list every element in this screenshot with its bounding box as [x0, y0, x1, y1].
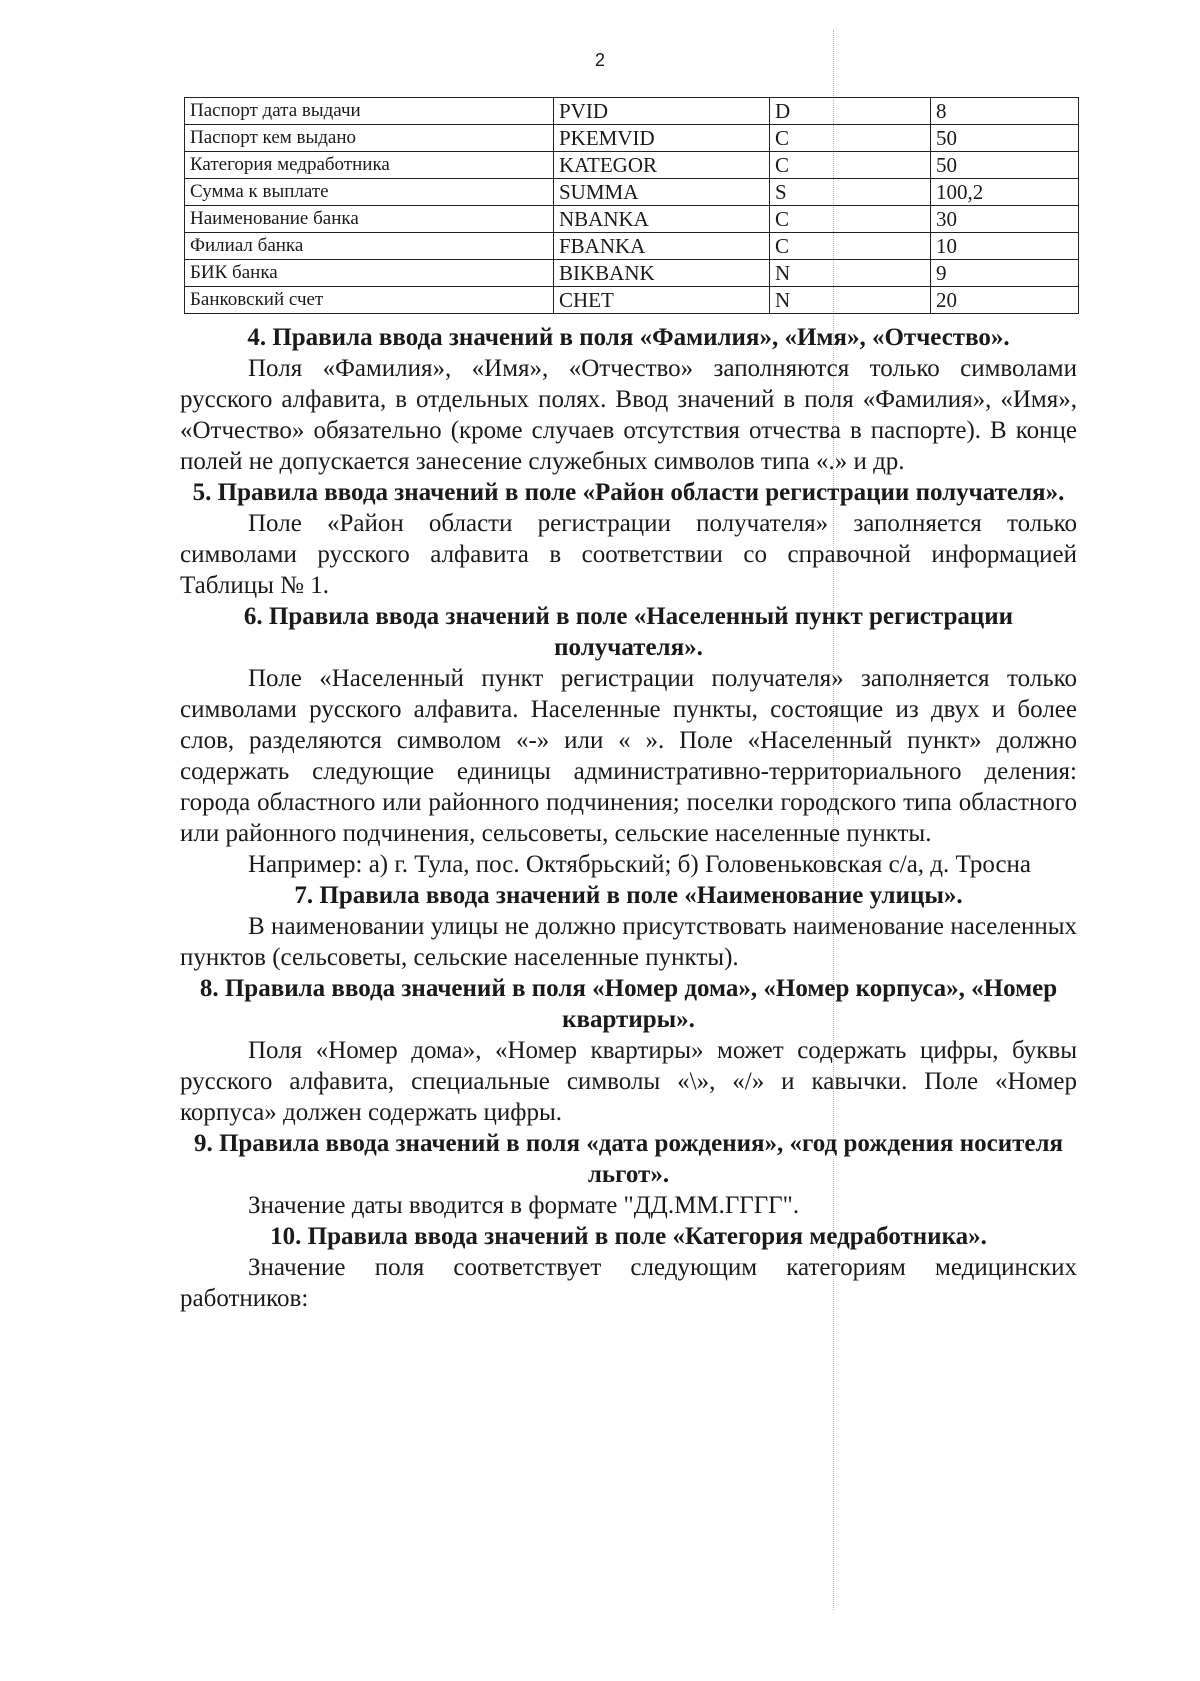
section-paragraph: В наименовании улицы не должно присутствовать наименование населенных пунктов (сельсоветы, сельские населенные пункты).	[180, 913, 1077, 971]
table-row	[185, 98, 1079, 125]
field-code-cell: CHET	[554, 287, 770, 314]
field-size-cell: 20	[931, 287, 1079, 314]
field-type-cell: N	[770, 260, 931, 287]
section-heading: 9. Правила ввода значений в поля «дата рождения», «год рождения носителя льгот».	[193, 1130, 1064, 1188]
fields-table	[184, 97, 1079, 314]
section-heading: 6. Правила ввода значений в поле «Населенный пункт регистрации получателя».	[243, 603, 1014, 661]
field-type-cell: C	[770, 206, 931, 233]
section-paragraph: Поле «Район области регистрации получателя» заполняется только символами русского алфавита в соответствии со справочной информацией Таблицы № 1.	[180, 510, 1077, 599]
field-size-cell: 8	[931, 98, 1079, 125]
field-size-cell: 9	[931, 260, 1079, 287]
section-7	[180, 880, 1077, 973]
field-code-cell: KATEGOR	[554, 152, 770, 179]
field-size-cell: 100,2	[931, 179, 1079, 206]
fields-table-body	[185, 98, 1079, 314]
field-code-cell: PKEMVID	[554, 125, 770, 152]
field-type-cell: C	[770, 125, 931, 152]
field-size-cell: 50	[931, 125, 1079, 152]
section-8	[180, 973, 1077, 1128]
field-name-cell: Паспорт кем выдано	[185, 125, 554, 152]
table-row	[185, 260, 1079, 287]
field-code-cell: SUMMA	[554, 179, 770, 206]
section-10	[180, 1221, 1077, 1314]
section-heading: 8. Правила ввода значений в поля «Номер дома», «Номер корпуса», «Номер квартиры».	[199, 975, 1058, 1033]
field-name-cell: Филиал банка	[185, 233, 554, 260]
table-row	[185, 152, 1079, 179]
field-size-cell: 50	[931, 152, 1079, 179]
table-row	[185, 233, 1079, 260]
page-number: 2	[594, 50, 605, 70]
field-name-cell: Сумма к выплате	[185, 179, 554, 206]
section-heading: 7. Правила ввода значений в поле «Наименование улицы».	[294, 882, 963, 909]
section-heading: 10. Правила ввода значений в поле «Категория медработника».	[270, 1223, 987, 1250]
field-name-cell: Категория медработника	[185, 152, 554, 179]
table-row	[185, 206, 1079, 233]
section-paragraph: Поле «Населенный пункт регистрации получателя» заполняется только символами русского алфавита. Населенные пункты, состоящие из двух и более слов, разделяются символом «-» или « ». Поле «Населенный пункт» должно содержать следующие единицы административно-территориального деления: города областного или районного подчинения; поселки городского типа областного или районного подчинения, сельсоветы, сельские населенные пункты.	[180, 665, 1077, 847]
field-name-cell: Банковский счет	[185, 287, 554, 314]
table-row	[185, 125, 1079, 152]
field-code-cell: NBANKA	[554, 206, 770, 233]
section-paragraph: Значение поля соответствует следующим категориям медицинских работников:	[180, 1254, 1077, 1312]
section-4	[180, 322, 1077, 477]
section-paragraph: Поля «Фамилия», «Имя», «Отчество» заполняются только символами русского алфавита, в отдельных полях. Ввод значений в поля «Фамилия», «Имя», «Отчество» обязательно (кроме случаев отсутствия отчества в паспорте). В конце полей не допускается занесение служебных символов типа «.» и др.	[180, 355, 1077, 475]
field-size-cell: 30	[931, 206, 1079, 233]
section-heading: 4. Правила ввода значений в поля «Фамилия», «Имя», «Отчество».	[247, 324, 1010, 351]
section-6	[180, 601, 1077, 880]
field-name-cell: БИК банка	[185, 260, 554, 287]
field-size-cell: 10	[931, 233, 1079, 260]
field-type-cell: C	[770, 152, 931, 179]
field-type-cell: S	[770, 179, 931, 206]
section-paragraph: Значение даты вводится в формате "ДД.ММ.ГГГГ".	[248, 1192, 800, 1219]
section-heading: 5. Правила ввода значений в поле «Район области регистрации получателя».	[192, 479, 1065, 506]
document-body	[180, 322, 1077, 1314]
table-row	[185, 287, 1079, 314]
table-row	[185, 179, 1079, 206]
field-name-cell: Наименование банка	[185, 206, 554, 233]
section-9	[180, 1128, 1077, 1221]
section-5	[180, 477, 1077, 601]
field-code-cell: FBANKA	[554, 233, 770, 260]
field-name-cell: Паспорт дата выдачи	[185, 98, 554, 125]
field-type-cell: D	[770, 98, 931, 125]
section-paragraph: Поля «Номер дома», «Номер квартиры» может содержать цифры, буквы русского алфавита, специальные символы «\», «/» и кавычки. Поле «Номер корпуса» должен содержать цифры.	[180, 1037, 1077, 1126]
field-type-cell: C	[770, 233, 931, 260]
field-type-cell: N	[770, 287, 931, 314]
field-code-cell: PVID	[554, 98, 770, 125]
field-code-cell: BIKBANK	[554, 260, 770, 287]
section-paragraph: Например: а) г. Тула, пос. Октябрьский; б) Головеньковская с/а, д. Тросна	[248, 851, 1032, 878]
